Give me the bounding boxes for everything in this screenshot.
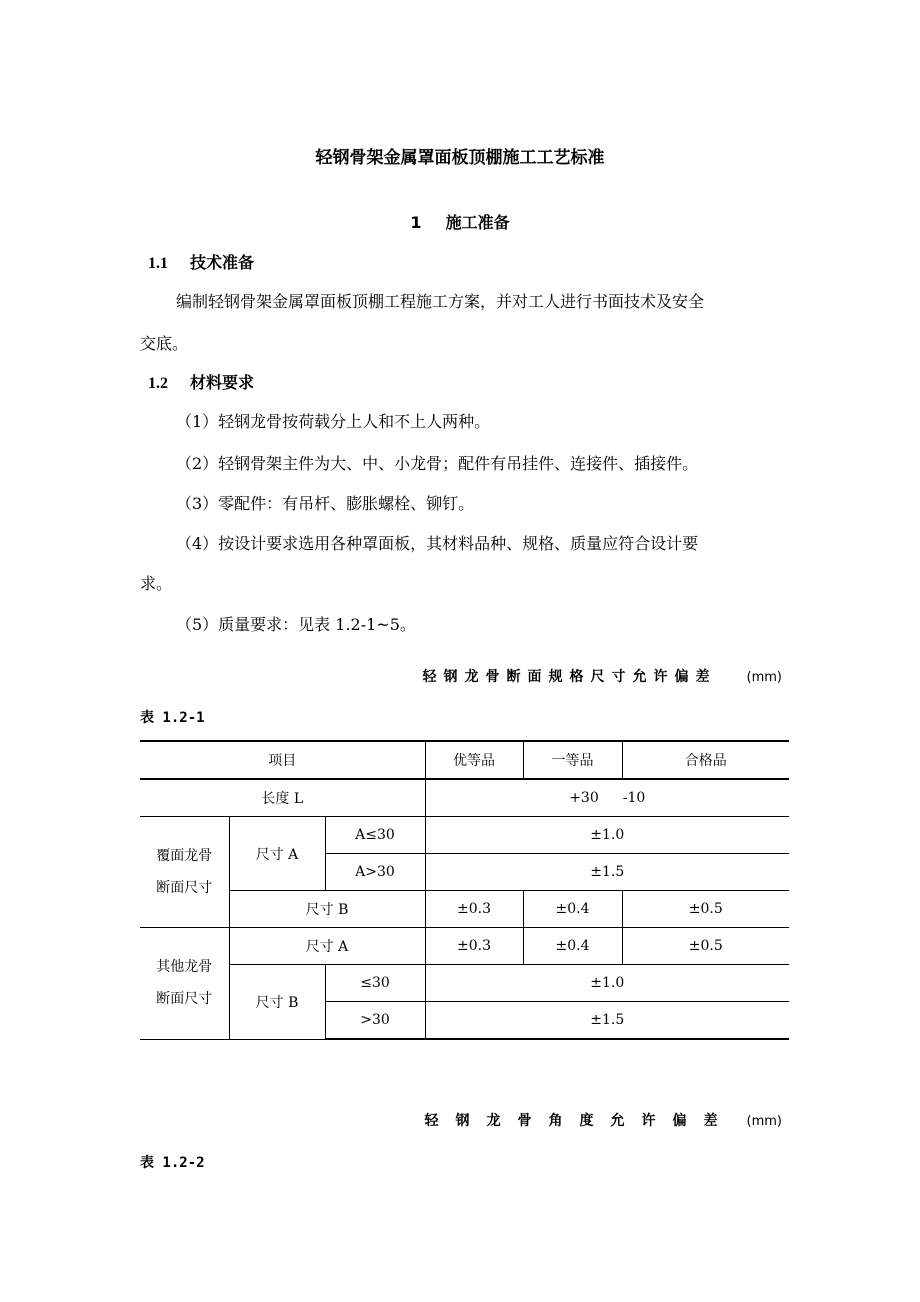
group-2-gt-30: >30 xyxy=(325,1002,425,1040)
table-2-caption-text: 轻钢龙骨角度允许偏差 xyxy=(424,1113,735,1129)
paragraph-line-1: 编制轻钢骨架金属罩面板顶棚工程施工方案，并对工人进行书面技术及安全 xyxy=(176,292,705,311)
group-2-label xyxy=(140,928,229,1040)
table-1 xyxy=(140,740,789,1040)
group-1-label-line-1: 覆面龙骨 xyxy=(156,848,213,864)
group-1-b-first: ±0.4 xyxy=(523,891,622,928)
list-item-4: （4）按设计要求选用各种罩面板，其材料品种、规格、质量应符合设计要 xyxy=(176,534,699,553)
section-1-2-heading xyxy=(148,370,254,393)
group-1-b-excellent: ±0.3 xyxy=(425,891,523,928)
table-row xyxy=(140,817,789,854)
paragraph-line-2: 交底。 xyxy=(140,334,189,353)
section-1-label: 施工准备 xyxy=(445,213,510,232)
group-1-size-a: 尺寸 A xyxy=(229,817,325,891)
list-item-2: （2）轻钢骨架主件为大、中、小龙骨；配件有吊挂件、连接件、插接件。 xyxy=(176,454,699,473)
group-2-label-line-2: 断面尺寸 xyxy=(156,991,213,1008)
group-1-label-line-2: 断面尺寸 xyxy=(156,880,213,896)
header-item: 项目 xyxy=(140,741,425,779)
list-item-5: （5）质量要求：见表 1.2-1~5。 xyxy=(176,615,416,634)
group-1-size-b: 尺寸 B xyxy=(229,891,425,928)
table-1-unit: (mm) xyxy=(746,670,782,685)
group-1-a-le-30-value: ±1.0 xyxy=(425,817,789,854)
length-minus: -10 xyxy=(622,790,646,806)
section-1-2-number: 1.2 xyxy=(148,375,168,392)
section-1-1-label: 技术准备 xyxy=(190,253,255,272)
group-1-a-gt-30-value: ±1.5 xyxy=(425,854,789,891)
section-1-heading xyxy=(0,210,920,233)
table-1-caption xyxy=(423,666,782,686)
section-1-number: 1 xyxy=(410,213,422,232)
header-first-class: 一等品 xyxy=(523,741,622,779)
group-2-label-line-1: 其他龙骨 xyxy=(156,959,213,976)
list-item-4-cont: 求。 xyxy=(140,574,173,593)
group-2-le-30-value: ±1.0 xyxy=(425,965,789,1002)
table-row xyxy=(140,928,789,965)
table-1-caption-text: 轻钢龙骨断面规格尺寸允许偏差 xyxy=(422,669,717,685)
section-1-1-number: 1.1 xyxy=(148,255,168,272)
list-item-1: （1）轻钢龙骨按荷载分上人和不上人两种。 xyxy=(176,412,491,431)
group-2-le-30: ≤30 xyxy=(325,965,425,1002)
document-title: 轻钢骨架金属罩面板顶棚施工工艺标准 xyxy=(315,148,605,168)
header-qualified: 合格品 xyxy=(622,741,789,779)
header-excellent: 优等品 xyxy=(425,741,523,779)
table-row xyxy=(140,779,789,817)
group-1-b-qualified: ±0.5 xyxy=(622,891,789,928)
group-1-label xyxy=(140,817,229,928)
table-2-unit: (mm) xyxy=(746,1114,782,1129)
group-2-a-first: ±0.4 xyxy=(523,928,622,965)
table-2-caption xyxy=(425,1110,782,1130)
row-length-label: 长度 L xyxy=(140,779,425,817)
group-1-a-le-30: A≤30 xyxy=(325,817,425,854)
group-1-a-gt-30: A>30 xyxy=(325,854,425,891)
section-1-2-label: 材料要求 xyxy=(190,373,255,392)
table-row xyxy=(140,891,789,928)
group-2-size-b: 尺寸 B xyxy=(229,965,325,1040)
group-2-size-a: 尺寸 A xyxy=(229,928,425,965)
table-1-number: 表 1.2-1 xyxy=(140,710,205,726)
section-1-1-heading xyxy=(148,250,254,273)
row-length-value xyxy=(425,779,789,817)
table-header-row xyxy=(140,741,789,779)
group-2-a-excellent: ±0.3 xyxy=(425,928,523,965)
table-2-number: 表 1.2-2 xyxy=(140,1155,205,1171)
length-plus: +30 xyxy=(569,790,599,806)
paragraph-technical-prep xyxy=(140,281,785,365)
group-2-gt-30-value: ±1.5 xyxy=(425,1002,789,1040)
group-2-a-qualified: ±0.5 xyxy=(622,928,789,965)
table-row xyxy=(140,965,789,1002)
list-item-3: （3）零配件：有吊杆、膨胀螺栓、铆钉。 xyxy=(176,494,475,513)
